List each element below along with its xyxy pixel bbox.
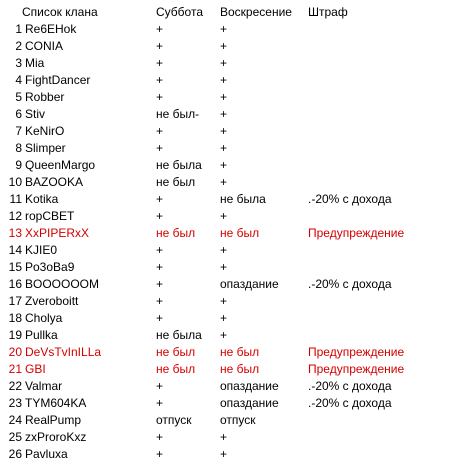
fine-value: .-20% с дохода xyxy=(308,396,392,410)
sunday-status: + xyxy=(220,430,228,444)
sunday-status: + xyxy=(220,328,228,342)
saturday-status: не был xyxy=(156,226,196,240)
saturday-status: + xyxy=(156,430,164,444)
member-name: Pavluxa xyxy=(25,447,68,461)
sunday-status: + xyxy=(220,39,228,53)
row-number: 2 xyxy=(15,39,22,53)
member-name: Stiv xyxy=(25,107,46,121)
saturday-status: + xyxy=(156,243,164,257)
sunday-status: + xyxy=(220,158,228,172)
row-number: 24 xyxy=(8,413,22,427)
fine-value: .-20% с дохода xyxy=(308,277,392,291)
row-number: 26 xyxy=(8,447,22,461)
saturday-status: + xyxy=(156,39,164,53)
sunday-status: + xyxy=(220,124,228,138)
fine-value: Предупреждение xyxy=(308,226,405,240)
row-number: 12 xyxy=(8,209,22,223)
member-name: Kotika xyxy=(25,192,59,206)
row-number: 10 xyxy=(8,175,22,189)
row-number: 5 xyxy=(15,90,22,104)
member-name: BAZOOKA xyxy=(25,175,84,189)
saturday-status: + xyxy=(156,73,164,87)
sunday-status: не был xyxy=(220,362,260,376)
saturday-status: + xyxy=(156,209,164,223)
row-number: 8 xyxy=(15,141,22,155)
saturday-status: не был xyxy=(156,345,196,359)
row-number: 9 xyxy=(15,158,22,172)
sunday-status: + xyxy=(220,209,228,223)
member-name: Cholya xyxy=(25,311,63,325)
member-name: Zveroboitt xyxy=(25,294,79,308)
row-number: 1 xyxy=(15,22,22,36)
row-number: 11 xyxy=(9,192,22,206)
row-number: 3 xyxy=(15,56,22,70)
sunday-status: + xyxy=(220,311,228,325)
row-number: 6 xyxy=(15,107,22,121)
saturday-status: + xyxy=(156,192,164,206)
member-name: CONIA xyxy=(25,39,64,53)
member-name: DeVsTvInILLa xyxy=(25,345,102,359)
member-name: Slimper xyxy=(25,141,66,155)
member-name: Po3oBa9 xyxy=(25,260,75,274)
member-name: RealPump xyxy=(25,413,82,427)
sunday-status: не был xyxy=(220,226,260,240)
row-number: 23 xyxy=(8,396,22,410)
fine-value: Предупреждение xyxy=(308,345,405,359)
sunday-status: + xyxy=(220,56,228,70)
sunday-status: опаздание xyxy=(220,379,279,393)
saturday-status: + xyxy=(156,260,164,274)
member-name: GBI xyxy=(25,362,46,376)
saturday-status: + xyxy=(156,396,164,410)
saturday-status: + xyxy=(156,277,164,291)
fine-value: .-20% с дохода xyxy=(308,379,392,393)
member-name: Mia xyxy=(25,56,45,70)
header-fine: Штраф xyxy=(308,5,348,19)
row-number: 17 xyxy=(8,294,22,308)
saturday-status: не был- xyxy=(156,107,200,121)
sunday-status: + xyxy=(220,90,228,104)
saturday-status: не был xyxy=(156,175,196,189)
member-name: FightDancer xyxy=(25,73,91,87)
sunday-status: опаздание xyxy=(220,396,279,410)
saturday-status: не была xyxy=(156,158,202,172)
header-saturday: Суббота xyxy=(156,5,203,19)
saturday-status: не был xyxy=(156,362,196,376)
sunday-status: + xyxy=(220,107,228,121)
member-name: Robber xyxy=(25,90,65,104)
member-name: ropCBET xyxy=(25,209,75,223)
member-name: BOOOOOOM xyxy=(25,277,100,291)
row-number: 15 xyxy=(8,260,22,274)
row-number: 19 xyxy=(8,328,22,342)
sunday-status: + xyxy=(220,175,228,189)
saturday-status: не была xyxy=(156,328,202,342)
member-name: TYM604KA xyxy=(25,396,87,410)
member-name: Pullka xyxy=(25,328,58,342)
member-name: QueenMargo xyxy=(25,158,96,172)
fine-value: .-20% с дохода xyxy=(308,192,392,206)
saturday-status: + xyxy=(156,124,164,138)
sunday-status: + xyxy=(220,260,228,274)
row-number: 16 xyxy=(8,277,22,291)
member-name: KeNirO xyxy=(25,124,65,138)
row-number: 25 xyxy=(8,430,22,444)
sunday-status: опаздание xyxy=(220,277,279,291)
header-sunday: Воскресение xyxy=(220,5,292,19)
saturday-status: + xyxy=(156,447,164,461)
member-name: Valmar xyxy=(25,379,63,393)
sunday-status: + xyxy=(220,73,228,87)
saturday-status: + xyxy=(156,379,164,393)
sunday-status: не был xyxy=(220,345,260,359)
row-number: 4 xyxy=(15,73,22,87)
saturday-status: + xyxy=(156,294,164,308)
sunday-status: + xyxy=(220,22,228,36)
sunday-status: + xyxy=(220,294,228,308)
saturday-status: + xyxy=(156,90,164,104)
saturday-status: отпуск xyxy=(156,413,192,427)
header-clan-list: Список клана xyxy=(22,5,98,19)
row-number: 22 xyxy=(8,379,22,393)
saturday-status: + xyxy=(156,56,164,70)
row-number: 21 xyxy=(8,362,22,376)
fine-value: Предупреждение xyxy=(308,362,405,376)
sunday-status: не была xyxy=(220,192,266,206)
sunday-status: + xyxy=(220,243,228,257)
row-number: 20 xyxy=(8,345,22,359)
saturday-status: + xyxy=(156,22,164,36)
saturday-status: + xyxy=(156,311,164,325)
row-number: 18 xyxy=(8,311,22,325)
member-name: zxProroKxz xyxy=(25,430,87,444)
saturday-status: + xyxy=(156,141,164,155)
member-name: KJIE0 xyxy=(25,243,58,257)
row-number: 7 xyxy=(15,124,22,138)
sunday-status: отпуск xyxy=(220,413,256,427)
sunday-status: + xyxy=(220,447,228,461)
sunday-status: + xyxy=(220,141,228,155)
row-number: 13 xyxy=(8,226,22,240)
member-name: Re6EHok xyxy=(25,22,77,36)
member-name: XxPIPERxX xyxy=(25,226,90,240)
row-number: 14 xyxy=(8,243,22,257)
